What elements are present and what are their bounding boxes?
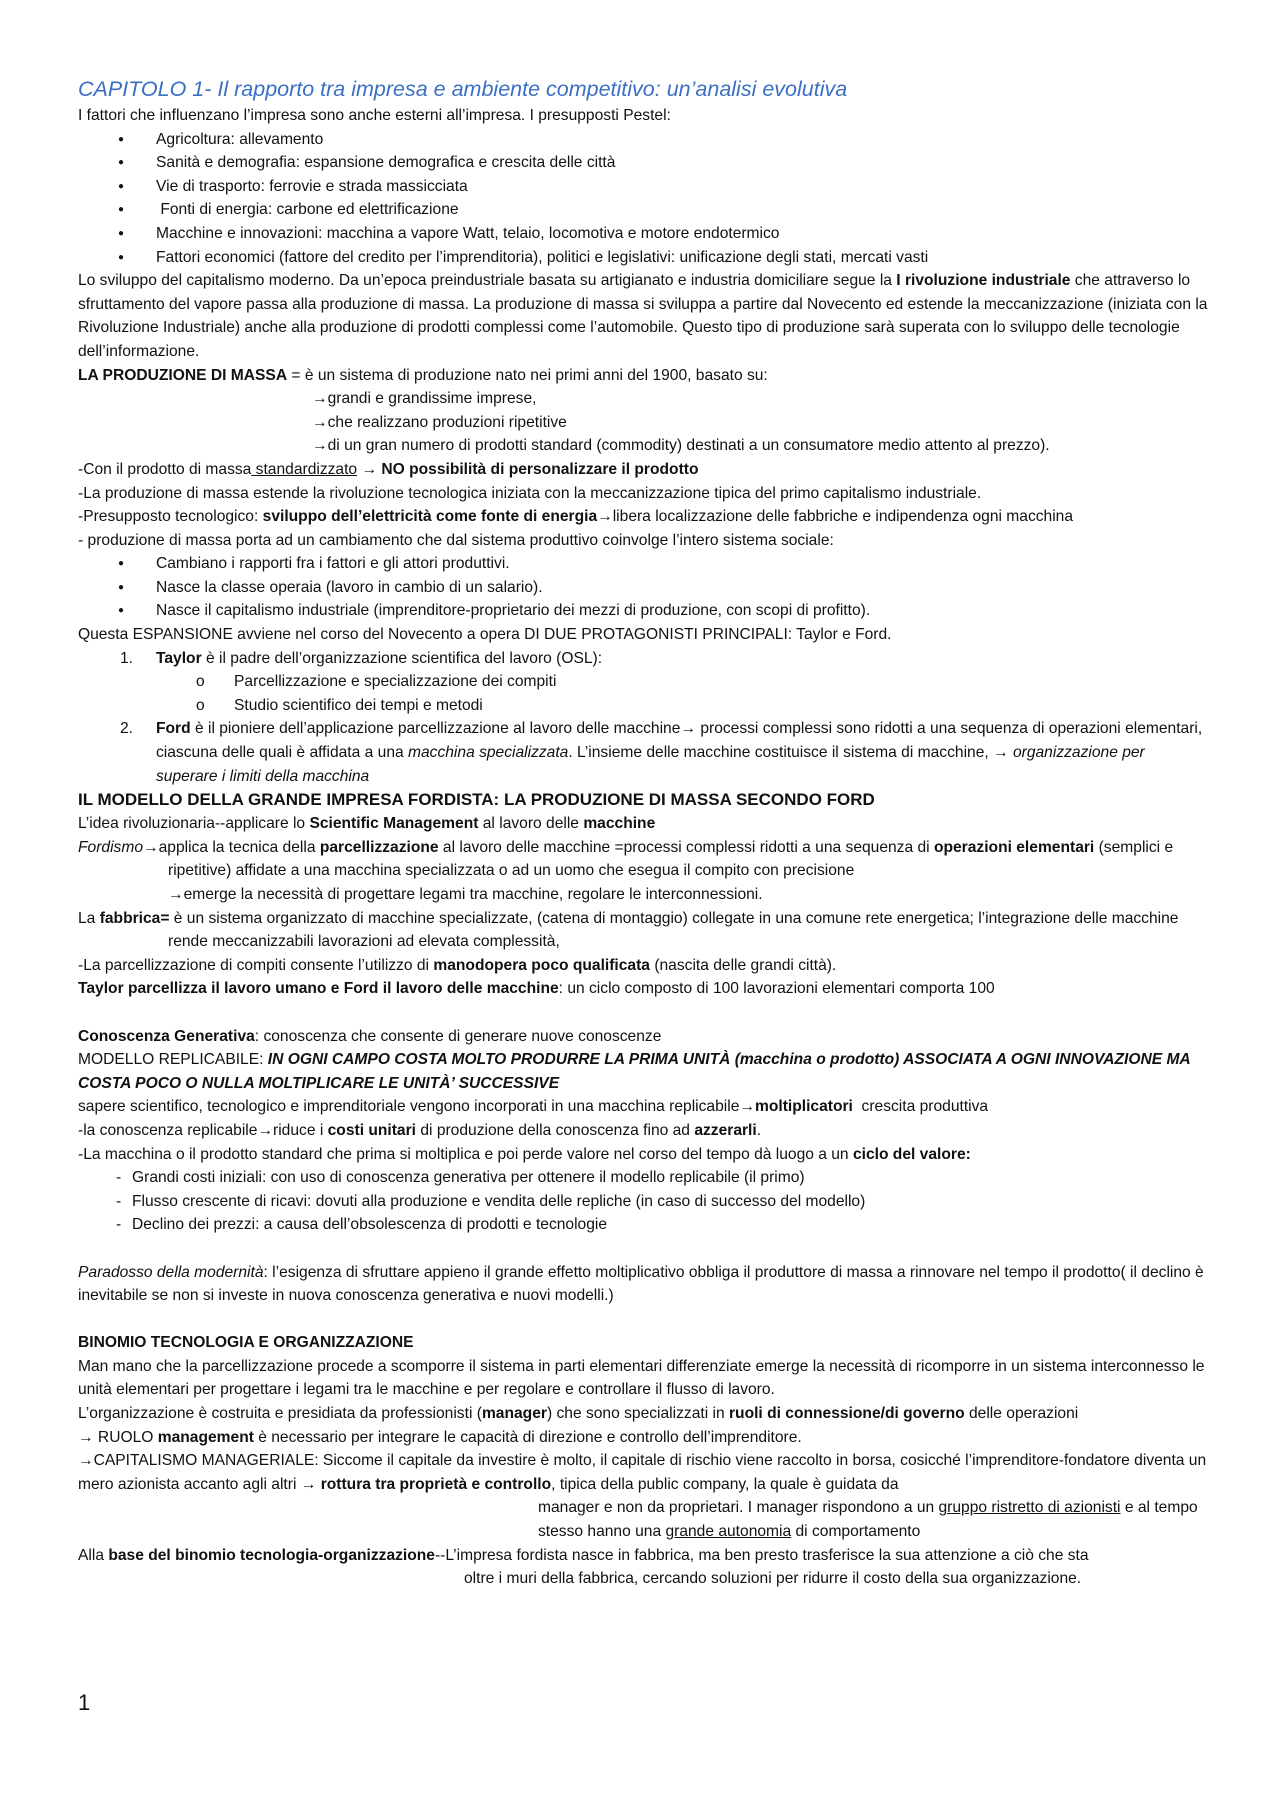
list-item: ● Agricoltura: allevamento — [78, 128, 1208, 152]
chapter-title: CAPITOLO 1- Il rapporto tra impresa e ambiente competitivo: un’analisi evolutiva — [78, 77, 848, 101]
massa-line: -La produzione di massa estende la rivoluzione tecnologica iniziata con la meccanizzazione tipica del primo capitalismo industriale. — [78, 484, 982, 502]
binomio-paragraph: Man mano che la parcellizzazione procede a scomporre il sistema in parti elementari differenziate emerge la necessità di ricomporre in un sistema interconnesso le unità elementari per progettare i legami tra le macchine e per regolare e controllare il flusso di lavoro. — [78, 1357, 1205, 1399]
espansione-line: Questa ESPANSIONE avviene nel corso del Novecento a opera DI DUE PROTAGONISTI PRINCIPALI: Taylor e Ford. — [78, 626, 892, 644]
list-item: - Flusso crescente di ricavi: dovuti alla produzione e vendita delle repliche (in caso di successo del modello) — [78, 1190, 1208, 1214]
base-binomio-cont: oltre i muri della fabbrica, cercando soluzioni per ridurre il costo della sua organizzazione. — [464, 1570, 1082, 1588]
costi-line: -la conoscenza replicabile→riduce i costi unitari di produzione della conoscenza fino ad azzerarli. — [78, 1121, 762, 1139]
spacer — [78, 1308, 1208, 1332]
spacer — [78, 1001, 1208, 1025]
fordismo-paragraph: Fordismo→applica la tecnica della parcellizzazione al lavoro delle macchine =processi complessi ridotti a una sequenza di operazioni elementari (semplici e ripetitive) affidate a una macchina specializzata o ad un uomo che esegua il compito con precisione — [78, 838, 1174, 880]
list-item: ● Fattori economici (fattore del credito per l’imprenditoria), politici e legislativi: unificazione degli stati, mercati vasti — [78, 246, 1208, 270]
manager-line: manager e non da proprietari. I manager rispondono a un gruppo ristretto di azionisti e al tempo stesso hanno una grande autonomia di comportamento — [538, 1499, 1198, 1541]
ciclo-list — [78, 1166, 1208, 1237]
list-item: ● Nasce il capitalismo industriale (imprenditore-proprietario dei mezzi di produzione, con scopi di profitto). — [78, 599, 1208, 623]
list-item: ● Macchine e innovazioni: macchina a vapore Watt, telaio, locomotiva e motore endotermico — [78, 222, 1208, 246]
sub-list-item: o Parcellizzazione e specializzazione dei compiti — [196, 673, 557, 691]
conoscenza-generativa: Conoscenza Generativa: conoscenza che consente di generare nuove conoscenze — [78, 1027, 662, 1045]
massa-arrow: →di un gran numero di prodotti standard (commodity) destinati a un consumatore medio attento al prezzo). — [312, 437, 1050, 455]
capitalismo-manageriale: →CAPITALISMO MANAGERIALE: Siccome il capitale da investire è molto, il capitale di rischio viene raccolto in borsa, cosicché l’imprenditore-fondatore diventa un mero azionista accanto agli altri → rottura tra proprietà e controllo, tipica della public company, la quale è guidata da — [78, 1452, 1207, 1493]
list-item: - Grandi costi iniziali: con uso di conoscenza generativa per ottenere il modello replicabile (il primo) — [78, 1166, 1208, 1190]
list-item: ● Vie di trasporto: ferrovie e strada massicciata — [78, 175, 1208, 199]
paradosso-paragraph: Paradosso della modernità: l’esigenza di sfruttare appieno il grande effetto moltiplicativo obbliga il produttore di massa a rinnovare nel tempo il prodotto( il declino è inevitabile se non si investe in nuova conoscenza generativa e nuovi modelli.) — [78, 1263, 1204, 1305]
list-item-ford: 2. Ford è il pioniere dell’applicazione parcellizzazione al lavoro delle macchine→ processi complessi sono ridotti a una sequenza di operazioni elementari, ciascuna delle quali è affidata a una macchina specializzata. L’insieme delle macchine costituisce il sistema di macchine, → organizzazione per superare i limiti della macchina — [120, 720, 1203, 785]
ciclo-line: -La macchina o il prodotto standard che prima si moltiplica e poi perde valore nel corso del tempo dà luogo a un ciclo del valore: — [78, 1145, 971, 1163]
base-binomio-line: Alla base del binomio tecnologia-organizzazione--L’impresa fordista nasce in fabbrica, ma ben presto trasferisce la sua attenzione a ciò che sta — [78, 1546, 1089, 1564]
intro-text: I fattori che influenzano l’impresa sono anche esterni all’impresa. I presupposti Pestel: — [78, 107, 671, 124]
idea-line: L’idea rivoluzionaria--applicare lo Scientific Management al lavoro delle macchine — [78, 815, 656, 833]
fabbrica-paragraph: La fabbrica= è un sistema organizzato di macchine specializzate, (catena di montaggio) collegate in una comune rete energetica; l’integrazione delle macchine rende meccanizzabili lavorazioni ad elevata complessità, — [78, 909, 1179, 951]
parcellizzazione-line: -La parcellizzazione di compiti consente l’utilizzo di manodopera poco qualificata (nascita delle grandi città). — [78, 956, 837, 974]
list-item: ● Fonti di energia: carbone ed elettrificazione — [78, 198, 1208, 222]
list-item: ● Sanità e demografia: espansione demografica e crescita delle città — [78, 151, 1208, 175]
list-item: ● Nasce la classe operaia (lavoro in cambio di un salario). — [78, 576, 1208, 600]
section-heading-binomio: BINOMIO TECNOLOGIA E ORGANIZZAZIONE — [78, 1334, 414, 1352]
list-item: - Declino dei prezzi: a causa dell’obsolescenza di prodotti e tecnologie — [78, 1213, 1208, 1237]
massa-line: -Presupposto tecnologico: sviluppo dell’elettricità come fonte di energia→libera localizzazione delle fabbriche e indipendenza ogni macchina — [78, 508, 1074, 526]
ruolo-line: → RUOLO management è necessario per integrare le capacità di direzione e controllo dell’imprenditore. — [78, 1428, 802, 1446]
section-heading-fordista: IL MODELLO DELLA GRANDE IMPRESA FORDISTA: LA PRODUZIONE DI MASSA SECONDO FORD — [78, 790, 875, 810]
social-list — [78, 552, 1208, 623]
capitalismo-paragraph: Lo sviluppo del capitalismo moderno. Da un’epoca preindustriale basata su artigianato e industria domiciliare segue la I rivoluzione industriale che attraverso lo sfruttamento del vapore passa alla produzione di massa. La produzione di massa si sviluppa a partire dal Novecento ed estende la meccanizzazione (iniziata con la Rivoluzione Industriale) anche alla produzione di prodotti complessi come l’automobile. Questo tipo di produzione sarà superata con lo sviluppo delle tecnologie dell’informazione. — [78, 272, 1208, 360]
massa-line: -Con il prodotto di massa standardizzato → NO possibilità di personalizzare il prodotto — [78, 460, 699, 478]
massa-arrow: →grandi e grandissime imprese, — [312, 390, 537, 408]
document-page — [78, 74, 1208, 1591]
pestel-list — [78, 128, 1208, 270]
spacer — [78, 1237, 1208, 1261]
organizzazione-line: L’organizzazione è costruita e presidiata da professionisti (manager) che sono specializzati in ruoli di connessione/di governo delle operazioni — [78, 1405, 1079, 1423]
taylor-ford-line: Taylor parcellizza il lavoro umano e Ford il lavoro delle macchine: un ciclo composto di 100 lavorazioni elementari comporta 100 — [78, 980, 995, 998]
massa-line: - produzione di massa porta ad un cambiamento che dal sistema produttivo coinvolge l’intero sistema sociale: — [78, 531, 834, 549]
massa-arrow: →che realizzano produzioni ripetitive — [312, 413, 567, 431]
page-number: 1 — [78, 1690, 91, 1715]
sapere-line: sapere scientifico, tecnologico e imprenditoriale vengono incorporati in una macchina replicabile→moltiplicatori crescita produttiva — [78, 1098, 989, 1116]
list-item-taylor: 1. Taylor è il padre dell’organizzazione scientifica del lavoro (OSL): — [120, 649, 603, 667]
list-item: ● Cambiano i rapporti fra i fattori e gli attori produttivi. — [78, 552, 1208, 576]
fordismo-arrow: →emerge la necessità di progettare legami tra macchine, regolare le interconnessioni. — [168, 886, 763, 903]
modello-replicabile: MODELLO REPLICABILE: IN OGNI CAMPO COSTA MOLTO PRODURRE LA PRIMA UNITÀ (macchina o prodotto) ASSOCIATA A OGNI INNOVAZIONE MA COSTA POCO O NULLA MOLTIPLICARE LE UNITÀ’ SUCCESSIVE — [78, 1051, 1191, 1092]
sub-list-item: o Studio scientifico dei tempi e metodi — [196, 696, 483, 714]
protagonists-list — [78, 647, 1208, 789]
massa-definition: LA PRODUZIONE DI MASSA = è un sistema di produzione nato nei primi anni del 1900, basato su: — [78, 366, 768, 384]
